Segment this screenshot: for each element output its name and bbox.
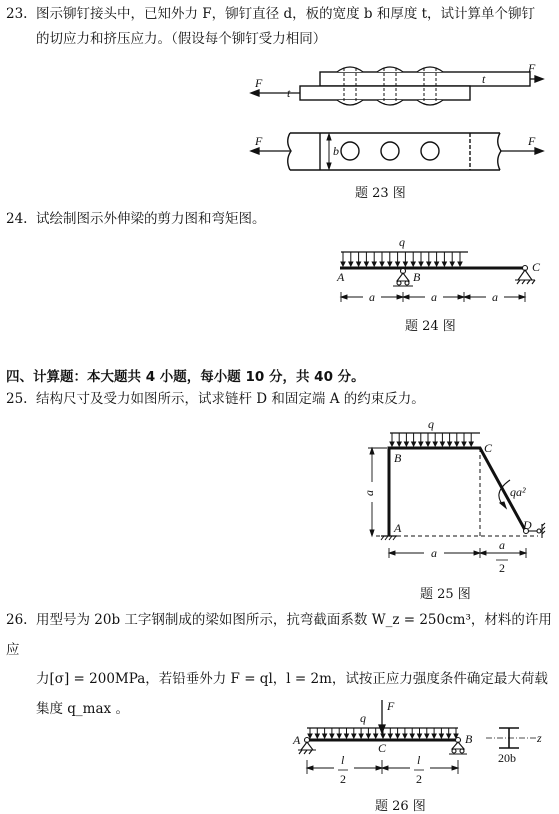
load-arrow-head [462,442,466,446]
load-arrow-head [455,442,459,446]
dim-den-1: 2 [340,772,346,786]
plate-top [300,72,530,100]
load-arrow-head [440,442,444,446]
load-arrow-head [410,734,414,738]
label-F-plan-left: F [255,134,263,148]
load-arrow-head [315,734,319,738]
load-arrow-head [366,734,370,738]
section-label: 20b [498,751,516,765]
label-z: z [537,731,542,745]
load-arrow-head [450,262,454,266]
figure-23 [245,60,545,180]
load-arrow-head [396,734,400,738]
load-arrow-head [447,734,451,738]
label-A: A [337,270,345,284]
load-arrow-head [412,442,416,446]
figure-25-caption: 题 25 图 [420,587,471,602]
load-arrow-head [404,442,408,446]
load-arrow-head [341,262,345,266]
label-q: q [360,711,366,725]
label-B: B [413,270,421,284]
figure-24-caption: 题 24 图 [405,319,456,334]
load-arrow-head [345,734,349,738]
label-A: A [293,733,301,747]
plate-plan [288,133,501,170]
label-q: q [399,235,405,249]
load-arrow-head [442,262,446,266]
question-number: 25. [6,391,28,407]
label-B: B [465,732,473,746]
load-arrow-head [418,734,422,738]
figure-23-caption: 题 23 图 [355,186,406,201]
load-arrow-head [403,262,407,266]
load-arrow-head [469,442,473,446]
question-24 [6,207,554,232]
dim-a-2: a [431,290,437,304]
load-arrow-head [411,262,415,266]
load-arrow-head [435,262,439,266]
label-D: D [523,518,532,532]
load-arrow-head [425,734,429,738]
question-text: 试绘制图示外伸梁的剪力图和弯矩图。 [36,211,266,227]
question-text: 图示铆钉接头中，已知外力 F，铆钉直径 d，板的宽度 b 和厚度 t，试计算单个铆钉 [36,6,536,22]
question-text-cont: 的切应力和挤压应力。（假设每个铆钉受力相同） [36,30,327,47]
dim-l-2: l [417,753,421,767]
question-text-cont: 力[σ] = 200MPa，若铅垂外力 F = ql，l = 2m，试按正应力强度条件确定最大荷载 [36,671,548,688]
load-arrow-head [308,734,312,738]
question-23 [6,2,554,52]
figure-26-caption: 题 26 图 [375,799,426,814]
question-number: 23. [6,6,28,22]
load-arrow-head [419,442,423,446]
question-number: 24. [6,211,28,227]
label-C: C [532,260,541,274]
section-heading: 四、计算题：本大题共 4 小题，每小题 10 分，共 40 分。 [6,369,365,385]
support-B [393,269,413,287]
frame [389,448,525,536]
label-t-left: t [287,86,291,100]
load-arrow-head [380,262,384,266]
label-C: C [484,441,493,455]
moment-label: qa² [510,485,526,499]
load-arrow-head [433,442,437,446]
distributed-load [341,252,468,266]
figure-25 [360,418,545,578]
distributed-load [308,728,458,738]
dim-a-1: a [369,290,375,304]
fixed-support-A [381,536,397,540]
load-arrow-head [323,734,327,738]
label-F-right: F [528,61,536,75]
label-F: F [387,699,395,713]
load-arrow-head [432,734,436,738]
load-arrow-head [403,734,407,738]
load-arrow-head [364,262,368,266]
load-arrow-head [388,262,392,266]
load-arrow-head [448,442,452,446]
dim-a-horizontal: a [431,546,437,560]
label-F-plan-right: F [528,134,536,148]
question-text: 用型号为 20b 工字钢制成的梁如图所示，抗弯截面系数 W_z = 250cm³，材料的许用应 [6,612,552,658]
question-text: 结构尺寸及受力如图所示，试求链杆 D 和固定端 A 的约束反力。 [36,391,425,407]
load-arrow-head [458,262,462,266]
question-text-cont: 集度 q_max 。 [36,701,129,718]
dim-a-vertical: a [362,490,376,496]
load-arrow-head [419,262,423,266]
distributed-load [390,433,473,446]
load-arrow-head [374,734,378,738]
load-arrow-head [388,734,392,738]
load-arrow-head [439,734,443,738]
label-F-left: F [255,76,263,90]
load-arrow-head [390,442,394,446]
dim-den-2: 2 [416,772,422,786]
dim-half-den: 2 [499,561,505,575]
figure-26 [290,698,550,790]
figure-24 [335,235,550,315]
load-arrow-head [381,734,385,738]
load-arrow-head [352,734,356,738]
dim-half-num: a [499,538,505,552]
load-arrow-head [372,262,376,266]
load-arrow-head [349,262,353,266]
load-arrow-head [427,262,431,266]
label-B: B [394,451,402,465]
dim-a-3: a [492,290,498,304]
question-number: 26. [6,612,28,628]
load-arrow-head [330,734,334,738]
label-t-right: t [482,72,486,86]
label-A: A [394,521,402,535]
load-arrow-head [397,442,401,446]
load-arrow-head [359,734,363,738]
label-C: C [378,741,387,755]
load-arrow-head [426,442,430,446]
question-25 [6,387,554,412]
label-b: b [333,144,339,158]
load-arrow-head [357,262,361,266]
dim-l-1: l [341,753,345,767]
load-arrow-head [396,262,400,266]
label-q: q [428,417,434,431]
load-arrow-head [337,734,341,738]
